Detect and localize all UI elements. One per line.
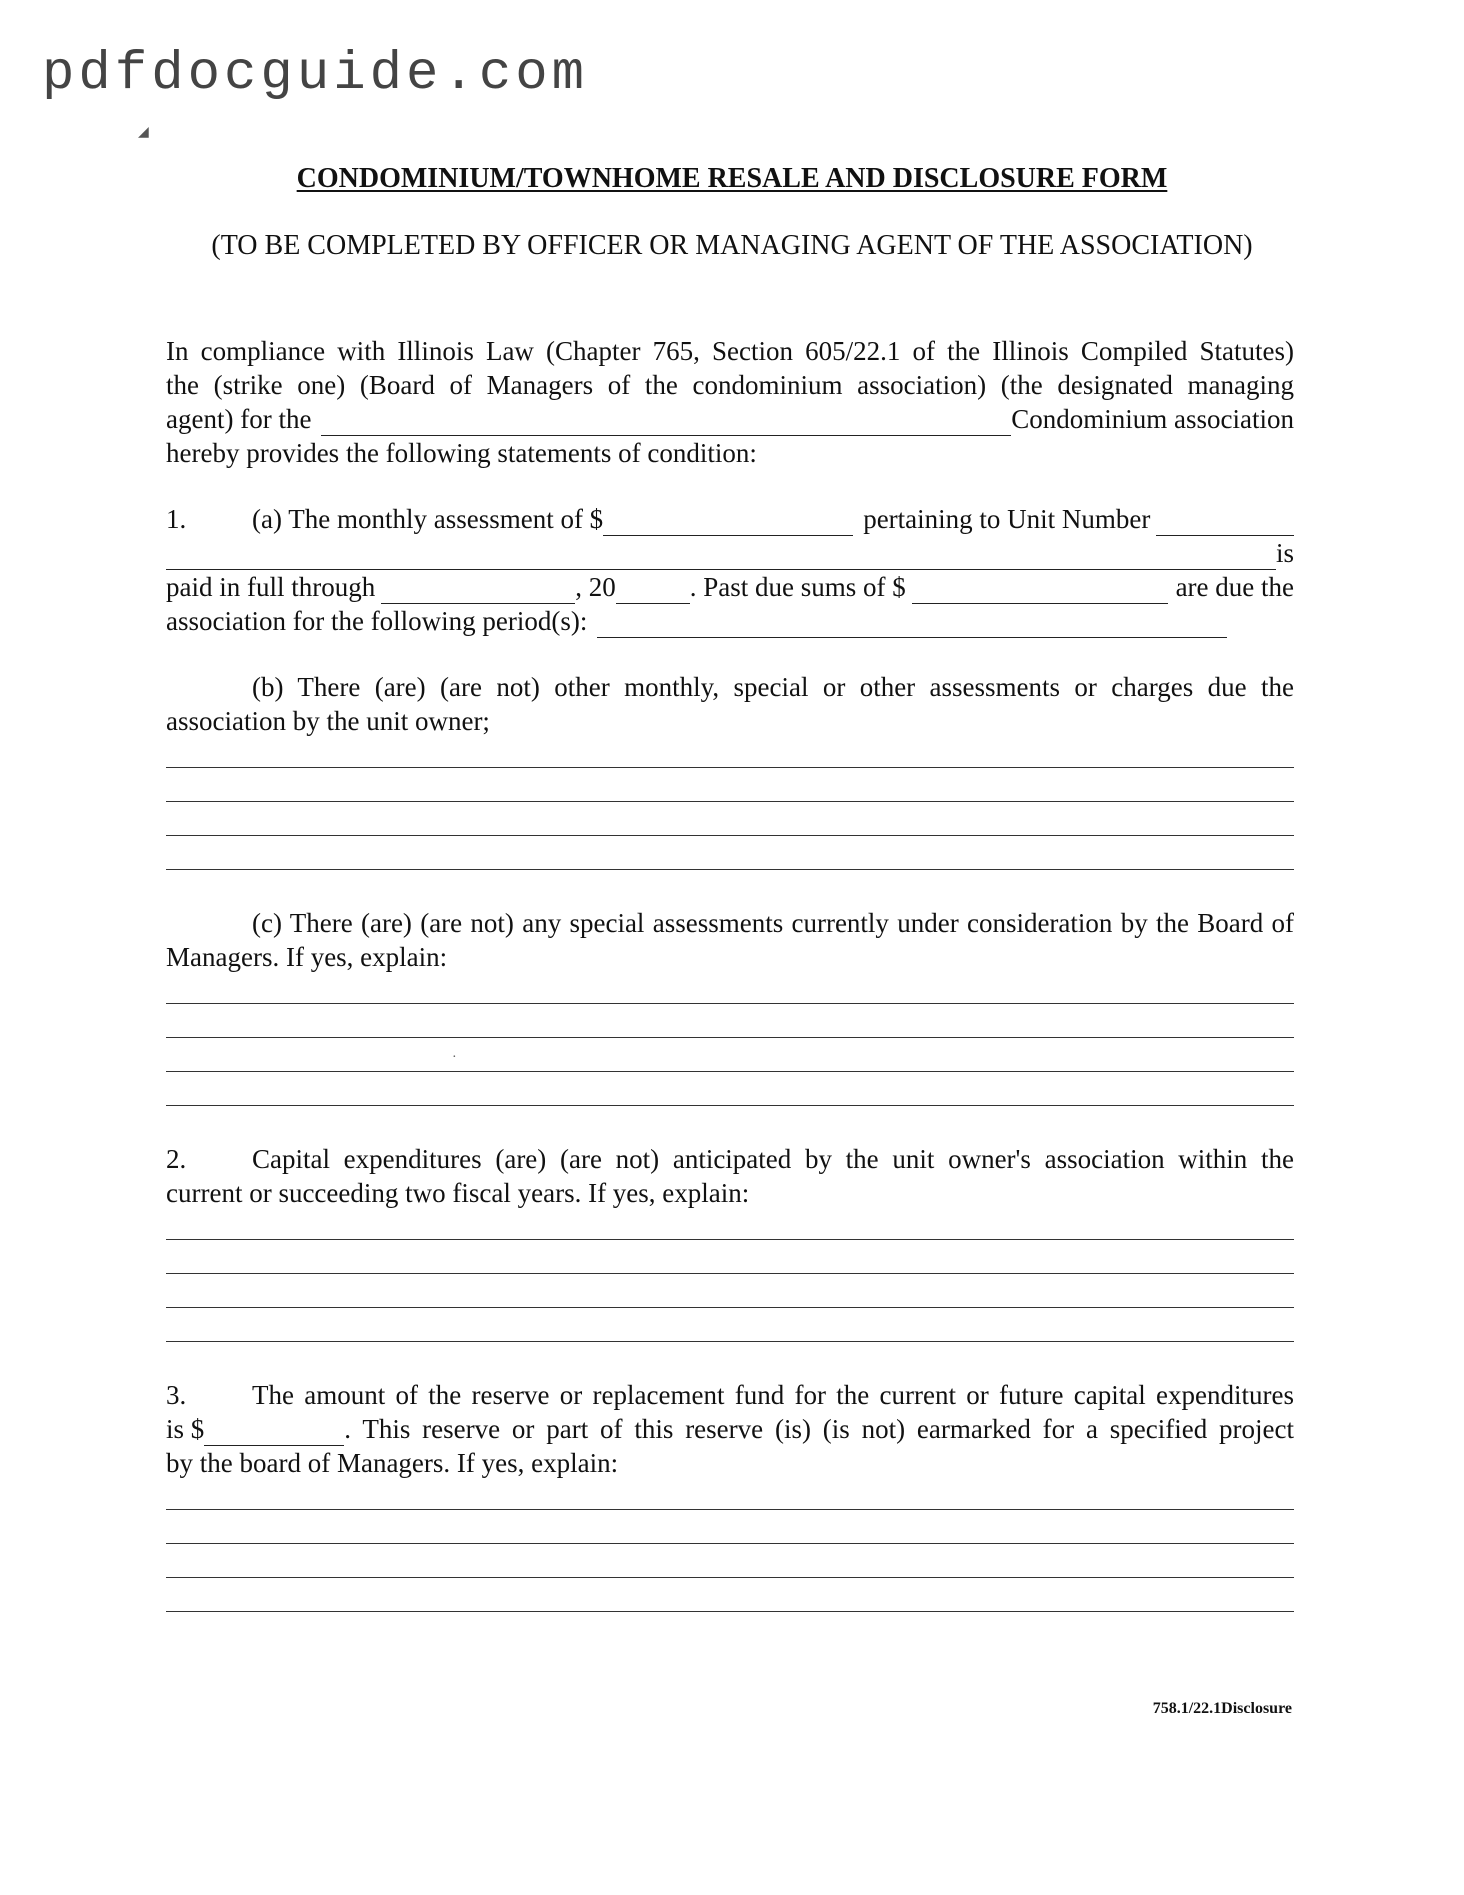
past-due-label: . Past due sums of $ — [689, 572, 906, 602]
intro-line-4: hereby provides the following statements of condition: — [166, 438, 757, 468]
intro-line-3-end: Condominium association — [1011, 404, 1294, 434]
past-due-amount-field[interactable] — [912, 581, 1168, 604]
answer-line-3-4[interactable] — [166, 1611, 1294, 1612]
monthly-assessment-label: (a) The monthly assessment of $ — [252, 504, 604, 534]
year-prefix: , 20 — [575, 572, 616, 602]
section-2-number: 2. — [166, 1144, 187, 1174]
intro-paragraph — [166, 334, 1294, 470]
paid-through-date-field[interactable] — [381, 581, 575, 604]
answer-line-1c-2[interactable] — [166, 1037, 1294, 1038]
answer-line-2-1[interactable] — [166, 1239, 1294, 1240]
intro-line-3 — [166, 402, 1294, 436]
answer-line-3-2[interactable] — [166, 1543, 1294, 1544]
unit-number-field[interactable] — [1156, 513, 1294, 536]
section-1a-line-3 — [166, 570, 1294, 604]
section-1a-line-4 — [166, 604, 1294, 638]
section-1a — [166, 502, 1294, 638]
answer-line-1c-3[interactable] — [166, 1071, 1294, 1072]
answer-line-2-3[interactable] — [166, 1307, 1294, 1308]
section-3 — [166, 1378, 1294, 1480]
answer-line-1b-2[interactable] — [166, 801, 1294, 802]
intro-line-1: In compliance with Illinois Law (Chapter 765, Section 605/22.1 of the Illinois Compiled Statutes) — [166, 336, 1294, 366]
section-1b-text: (b) There (are) (are not) other monthly, special or other assessments or charges due the association by the unit owner; — [166, 672, 1294, 736]
section-3-line-2 — [166, 1412, 1294, 1446]
is-text: is — [1275, 538, 1294, 568]
scan-dot: · — [452, 1050, 457, 1065]
section-3-line-3: by the board of Managers. If yes, explain: — [166, 1448, 619, 1478]
answer-line-1b-4[interactable] — [166, 869, 1294, 870]
section-2-line-1-text: Capital expenditures (are) (are not) anticipated by the unit owner's association within the — [252, 1144, 1294, 1174]
section-2 — [166, 1142, 1294, 1210]
are-due-label: are due the — [1175, 572, 1294, 602]
answer-line-1c-1[interactable] — [166, 1003, 1294, 1004]
section-1-number: 1. — [166, 504, 187, 534]
section-1c-text: (c) There (are) (are not) any special assessments currently under consideration by the Board of Managers. If yes, explain: — [166, 908, 1294, 972]
section-3-number: 3. — [166, 1380, 187, 1410]
answer-line-1c-4[interactable] — [166, 1105, 1294, 1106]
monthly-assessment-field[interactable] — [603, 513, 853, 536]
section-2-line-2: current or succeeding two fiscal years. If yes, explain: — [166, 1178, 750, 1208]
answer-line-1b-3[interactable] — [166, 835, 1294, 836]
section-1a-line-1 — [166, 502, 1294, 536]
section-3-line-1 — [166, 1378, 1294, 1412]
form-code: 758.1/22.1Disclosure — [1152, 1700, 1292, 1717]
unit-number-continued-field[interactable] — [166, 547, 1276, 570]
watermark-text: pdfdocguide.com — [42, 44, 589, 105]
form-title: CONDOMINIUM/TOWNHOME RESALE AND DISCLOSURE FORM — [296, 163, 1168, 194]
answer-line-2-4[interactable] — [166, 1341, 1294, 1342]
section-3-line-1-text: The amount of the reserve or replacement fund for the current or future capital expenditures — [252, 1380, 1294, 1410]
year-field[interactable] — [616, 581, 690, 604]
answer-line-3-1[interactable] — [166, 1509, 1294, 1510]
section-3-line-2-text: . This reserve or part of this reserve (is) (is not) earmarked for a specified project — [344, 1414, 1294, 1444]
answer-line-1b-1[interactable] — [166, 767, 1294, 768]
association-name-field[interactable] — [321, 413, 1011, 436]
section-1a-line-2 — [166, 536, 1294, 570]
form-subtitle: (TO BE COMPLETED BY OFFICER OR MANAGING AGENT OF THE ASSOCIATION) — [211, 230, 1253, 261]
section-2-line-1 — [166, 1142, 1294, 1176]
reserve-amount-label: is $ — [166, 1414, 205, 1444]
scan-speck: ◢ — [138, 125, 149, 140]
intro-line-3-start: agent) for the — [166, 404, 312, 434]
answer-line-3-3[interactable] — [166, 1577, 1294, 1578]
reserve-amount-field[interactable] — [204, 1423, 344, 1446]
intro-line-2: the (strike one) (Board of Managers of the condominium association) (the designated managing — [166, 370, 1294, 400]
unit-number-label: pertaining to Unit Number — [863, 504, 1151, 534]
periods-label: association for the following period(s): — [166, 606, 588, 636]
paid-through-label: paid in full through — [166, 572, 376, 602]
periods-field[interactable] — [597, 615, 1227, 638]
answer-line-2-2[interactable] — [166, 1273, 1294, 1274]
